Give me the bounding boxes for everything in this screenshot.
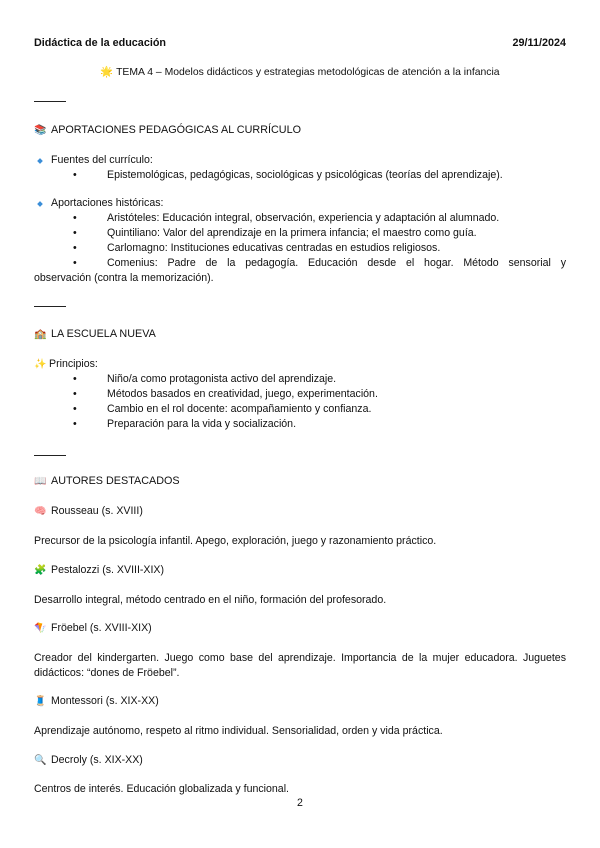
principios-label: Principios:: [49, 358, 98, 370]
header-title: Didáctica de la educación: [34, 37, 167, 49]
section-autores: [34, 474, 566, 489]
magnifier-icon: 🔍: [34, 755, 47, 766]
author-name: [34, 563, 566, 578]
sparkles-icon: ✨: [34, 359, 47, 370]
section-escuela-nueva: [34, 327, 566, 342]
author-rousseau: [34, 504, 566, 519]
fuentes-label: Fuentes del currículo:: [51, 154, 153, 166]
author-froebel: [34, 621, 566, 636]
historicas-items: [34, 211, 566, 271]
author-desc: Centros de interés. Educación globalizada y funcional.: [34, 783, 289, 795]
section-heading: [34, 123, 566, 138]
list-item: • Quintiliano: Valor del aprendizaje en la primera infancia; el maestro como guía.: [34, 226, 566, 241]
list-item: • Niño/a como protagonista activo del aprendizaje.: [34, 372, 566, 387]
page-header: [34, 36, 566, 51]
author-desc: Creador del kindergarten. Juego como base del aprendizaje. Importancia de la mujer educadora. Juguetes didácticos: “dones de Fröebel”.: [34, 652, 566, 680]
list-item: • Preparación para la vida y socialización.: [34, 417, 566, 432]
separator: [34, 101, 66, 102]
section-heading: [34, 474, 566, 489]
list-item: • Carlomagno: Instituciones educativas centradas en estudios religiosos.: [34, 241, 566, 256]
author-name: [34, 504, 566, 519]
author-name-text: Decroly (s. XIX-XX): [51, 754, 143, 766]
author-name: [34, 694, 566, 709]
diamond-bullet-icon: [37, 158, 43, 164]
author-name-text: Pestalozzi (s. XVIII-XIX): [51, 564, 165, 576]
principios-list: [34, 357, 566, 432]
books-icon: 📚: [34, 125, 47, 136]
school-icon: 🏫: [34, 329, 47, 340]
section-heading-text: APORTACIONES PEDAGÓGICAS AL CURRÍCULO: [51, 124, 301, 136]
topic-text: TEMA 4 – Modelos didácticos y estrategias metodológicas de atención a la infancia: [116, 67, 500, 78]
kite-icon: 🪁: [34, 623, 47, 634]
list-item: • Epistemológicas, pedagógicas, sociológicas y psicológicas (teorías del aprendizaje).: [34, 168, 566, 183]
diamond-bullet-icon: [37, 201, 43, 207]
author-desc: Aprendizaje autónomo, respeto al ritmo individual. Sensorialidad, orden y vida práctica.: [34, 725, 443, 737]
list-item: • Métodos basados en creatividad, juego, experimentación.: [34, 387, 566, 402]
list-heading: [34, 196, 566, 211]
author-name-text: Rousseau (s. XVIII): [51, 505, 143, 517]
fuentes-items: [34, 168, 566, 183]
thread-icon: 🧵: [34, 696, 47, 707]
author-decroly: [34, 753, 566, 768]
author-montessori: [34, 694, 566, 709]
separator: [34, 455, 66, 456]
list-heading: [34, 153, 566, 168]
brain-icon: 🧠: [34, 506, 47, 517]
star-icon: 🌟: [100, 67, 114, 78]
historicas-list: [34, 196, 566, 286]
author-pestalozzi: [34, 563, 566, 578]
author-desc: Desarrollo integral, método centrado en el niño, formación del profesorado.: [34, 594, 387, 606]
author-desc: Precursor de la psicología infantil. Apego, exploración, juego y razonamiento práctico.: [34, 535, 437, 547]
section-heading-text: LA ESCUELA NUEVA: [51, 328, 156, 340]
principios-items: [34, 372, 566, 432]
open-book-icon: 📖: [34, 476, 47, 487]
section-aportaciones: [34, 123, 566, 138]
author-name: [34, 621, 566, 636]
section-heading-text: AUTORES DESTACADOS: [51, 475, 180, 487]
author-name-text: Montessori (s. XIX-XX): [51, 695, 159, 707]
list-item: • Cambio en el rol docente: acompañamiento y confianza.: [34, 402, 566, 417]
list-item-continuation: observación (contra la memorización).: [34, 271, 214, 284]
list-heading: [34, 357, 566, 372]
author-name-text: Fröebel (s. XVIII-XIX): [51, 622, 152, 634]
puzzle-icon: 🧩: [34, 565, 47, 576]
section-heading: [34, 327, 566, 342]
header-date: 29/11/2024: [512, 37, 566, 49]
page-number: 2: [297, 797, 303, 809]
fuentes-list: [34, 153, 566, 183]
separator: [34, 306, 66, 307]
author-name: [34, 753, 566, 768]
topic-title: [34, 66, 566, 81]
list-item: • Aristóteles: Educación integral, observación, experiencia y adaptación al alumnado.: [34, 211, 566, 226]
historicas-label: Aportaciones históricas:: [51, 197, 164, 209]
list-item: • Comenius: Padre de la pedagogía. Educación desde el hogar. Método sensorial y: [34, 256, 566, 271]
